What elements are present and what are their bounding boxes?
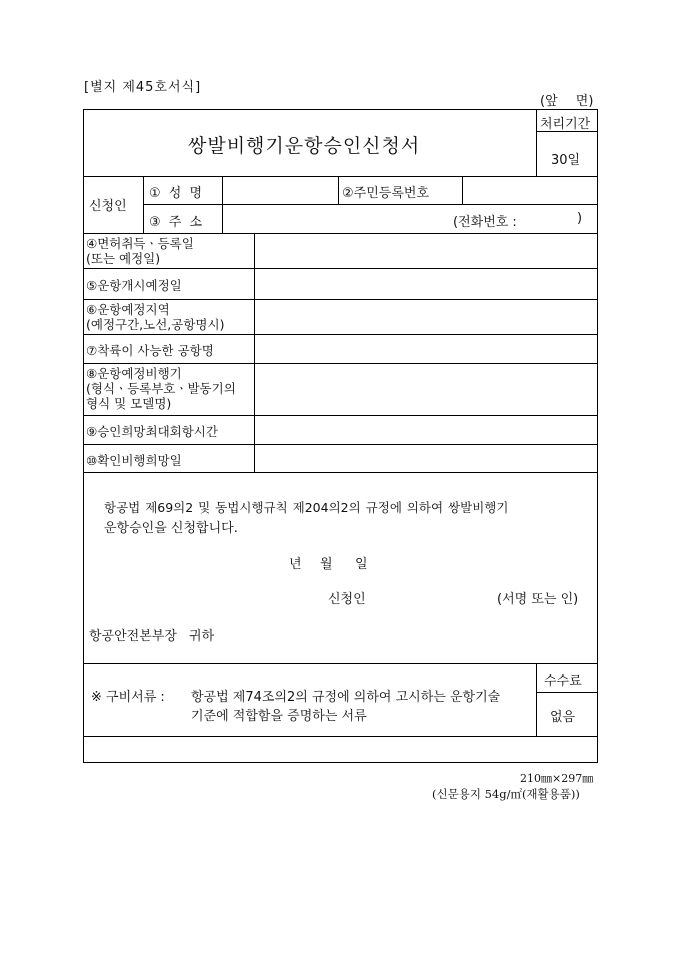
date-day: 일: [355, 557, 368, 572]
date-year: 년: [289, 557, 302, 572]
row-line: [83, 334, 598, 335]
address-label: ③ 주 소: [149, 215, 203, 230]
check-flight-label: ⑩확인비행희망일: [86, 453, 182, 468]
operation-start-label: ⑤운항개시예정일: [86, 278, 182, 293]
row-line: [83, 444, 598, 445]
paper-size: 210㎜×297㎜: [520, 772, 594, 785]
license-date-label: ④면허취득ㆍ등록일 (또는 예정일): [86, 236, 194, 266]
phone-label: (전화번호 :: [453, 215, 517, 230]
rrn-divider: [462, 176, 463, 204]
documents-label: ※ 구비서류 :: [91, 690, 165, 705]
documents-line-2: 기준에 적합함을 증명하는 서류: [191, 709, 367, 724]
operation-area-label: ⑥운항예정지역 (예정구간,노선,공항명시): [86, 302, 225, 332]
applicant-label: 신청인: [89, 199, 127, 214]
aircraft-label: ⑧운항예정비행기 (형식ㆍ등록부호ㆍ발동기의 형식 및 모델명): [86, 366, 236, 411]
row-line: [143, 204, 598, 205]
label-divider: [222, 176, 223, 233]
signature-note: (서명 또는 인): [497, 592, 579, 607]
diversion-time-label: ⑨승인희망최대회항시간: [86, 424, 218, 439]
statement-line-2: 운항승인을 신청합니다.: [104, 521, 238, 536]
row-line: [83, 736, 598, 737]
processing-period-label: 처리기간: [540, 117, 591, 132]
fee-label: 수수료: [544, 674, 582, 689]
fee-divider: [536, 663, 537, 736]
page-side-label: (앞 면): [540, 94, 594, 109]
row-line: [83, 176, 598, 177]
paper-spec: (신문용지 54g/㎡(재활용품)): [432, 787, 580, 801]
page-title: 쌍발비행기운항승인신청서: [188, 135, 421, 157]
signature-label: 신청인: [328, 592, 366, 607]
name-divider: [338, 176, 339, 204]
row-line: [83, 663, 598, 664]
landing-airport-label: ⑦착륙이 사능한 공항명: [86, 343, 214, 358]
name-label: ① 성 명: [149, 186, 203, 201]
fee-value: 없음: [550, 710, 576, 725]
documents-line-1: 항공법 제74조의2의 규정에 의하여 고시하는 운항기술: [191, 690, 501, 705]
phone-close: ): [577, 211, 583, 226]
row-line: [83, 415, 598, 416]
row-line: [83, 268, 598, 269]
rrn-label: ②주민등록번호: [342, 186, 430, 201]
statement-line-1: 항공법 제69의2 및 동법시행규칙 제204의2의 규정에 의하여 쌍발비행기: [104, 500, 509, 515]
form-reference: [별지 제45호서식]: [84, 80, 202, 95]
recipient: 항공안전본부장 귀하: [89, 629, 215, 644]
fee-row-line: [536, 692, 598, 693]
row-line: [83, 363, 598, 364]
title-divider: [536, 109, 537, 176]
row-line: [83, 233, 598, 234]
row-line: [83, 472, 598, 473]
processing-period-value: 30일: [551, 153, 581, 168]
row-line: [83, 299, 598, 300]
date-month: 월: [320, 557, 333, 572]
